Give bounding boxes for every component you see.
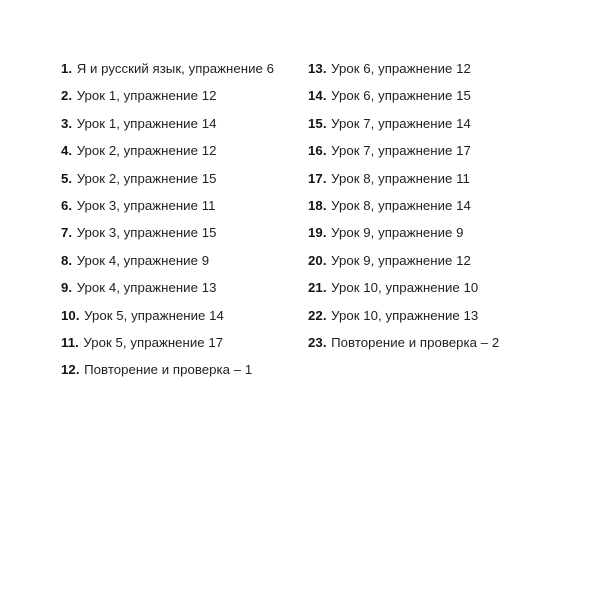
list-item-label: Урок 3, упражнение 15 xyxy=(76,225,217,241)
list-item-number: 3. xyxy=(61,115,73,131)
list-item-label: Урок 6, упражнение 15 xyxy=(331,88,471,104)
list-item-label: Я и русский язык, упражнение 6 xyxy=(76,61,274,76)
list-item-label: Урок 9, упражнение 9 xyxy=(331,225,464,241)
list-item[interactable] xyxy=(61,253,308,280)
list-item-label: Урок 2, упражнение 12 xyxy=(76,143,217,159)
list-item-number: 22. xyxy=(308,307,327,323)
list-item-label: Урок 4, упражнение 13 xyxy=(76,280,217,296)
list-item[interactable] xyxy=(308,253,600,280)
list-item-number: 23. xyxy=(308,334,327,350)
list-item-number: 1. xyxy=(61,61,73,76)
list-item-number: 17. xyxy=(308,170,327,186)
list-item[interactable] xyxy=(61,225,308,252)
list-item[interactable] xyxy=(308,198,600,225)
list-item[interactable] xyxy=(308,171,600,198)
list-item-number: 9. xyxy=(61,280,73,296)
toc-column-left xyxy=(0,0,308,390)
list-item-label: Урок 7, упражнение 17 xyxy=(331,143,471,159)
list-item[interactable] xyxy=(61,308,308,335)
list-item[interactable] xyxy=(61,171,308,198)
list-item-number: 19. xyxy=(308,225,327,241)
list-item-number: 18. xyxy=(308,197,327,213)
list-item-number: 6. xyxy=(61,197,73,213)
list-item-label: Урок 6, упражнение 12 xyxy=(331,61,471,76)
list-item-label: Урок 10, упражнение 13 xyxy=(331,307,479,323)
list-item-label: Повторение и проверка – 2 xyxy=(331,334,500,350)
list-item-label: Урок 3, упражнение 11 xyxy=(76,197,216,213)
list-item-number: 8. xyxy=(61,252,73,268)
list-item-number: 21. xyxy=(308,280,327,296)
list-item-number: 5. xyxy=(61,170,73,186)
list-item[interactable] xyxy=(308,280,600,307)
list-item-number: 4. xyxy=(61,143,73,159)
list-item[interactable] xyxy=(61,198,308,225)
list-item[interactable] xyxy=(61,280,308,307)
list-item[interactable] xyxy=(308,116,600,143)
list-item[interactable] xyxy=(61,61,308,88)
list-item-label: Урок 5, упражнение 17 xyxy=(83,334,224,350)
list-item-label: Повторение и проверка – 1 xyxy=(84,362,253,378)
list-item-label: Урок 10, упражнение 10 xyxy=(331,280,479,296)
list-item-number: 13. xyxy=(308,61,327,76)
list-item[interactable] xyxy=(61,88,308,115)
list-item[interactable] xyxy=(61,335,308,362)
list-item[interactable] xyxy=(61,116,308,143)
list-item-number: 10. xyxy=(61,307,80,323)
list-item-label: Урок 1, упражнение 12 xyxy=(76,88,217,104)
list-item-label: Урок 8, упражнение 14 xyxy=(331,197,471,213)
list-item-label: Урок 4, упражнение 9 xyxy=(76,252,210,268)
list-item[interactable] xyxy=(308,61,600,88)
list-item[interactable] xyxy=(308,225,600,252)
list-item[interactable] xyxy=(308,143,600,170)
list-item-label: Урок 2, упражнение 15 xyxy=(76,170,217,186)
list-item-number: 16. xyxy=(308,143,327,159)
list-item-label: Урок 9, упражнение 12 xyxy=(331,252,471,268)
toc-column-right xyxy=(308,0,600,362)
list-item-number: 11. xyxy=(61,334,79,350)
list-item[interactable] xyxy=(308,308,600,335)
list-item-label: Урок 7, упражнение 14 xyxy=(331,115,471,131)
list-item-number: 15. xyxy=(308,115,327,131)
list-item[interactable] xyxy=(61,143,308,170)
list-item-number: 14. xyxy=(308,88,327,104)
list-item-label: Урок 1, упражнение 14 xyxy=(76,115,217,131)
list-item-number: 2. xyxy=(61,88,73,104)
list-item-label: Урок 5, упражнение 14 xyxy=(84,307,224,323)
list-item[interactable] xyxy=(308,88,600,115)
list-item[interactable] xyxy=(308,335,600,362)
list-item-number: 7. xyxy=(61,225,73,241)
list-item[interactable] xyxy=(61,362,308,389)
list-item-number: 20. xyxy=(308,252,327,268)
list-item-label: Урок 8, упражнение 11 xyxy=(331,170,470,186)
list-item-number: 12. xyxy=(61,362,80,378)
